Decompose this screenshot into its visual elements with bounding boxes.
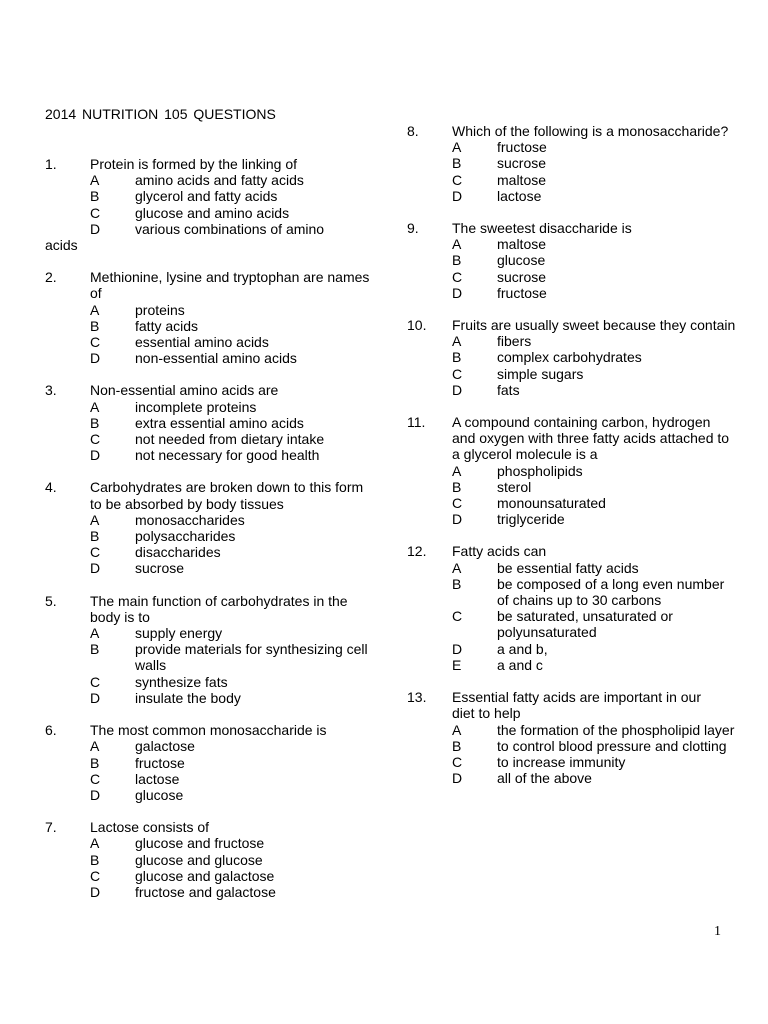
answer-letter: A xyxy=(90,172,100,189)
question xyxy=(407,317,737,398)
answer-letter: C xyxy=(90,673,101,690)
question xyxy=(45,382,375,463)
answer-letter: B xyxy=(90,528,100,545)
answer-text: extra essential amino acids xyxy=(135,414,304,431)
answer-letter: A xyxy=(452,139,462,156)
answer-text: maltose xyxy=(497,171,547,188)
answer-text: be essential fatty acids xyxy=(497,559,639,576)
answer-text: complex carbohydrates xyxy=(497,349,642,366)
answer-option xyxy=(452,495,737,511)
answer-letter: C xyxy=(90,334,101,351)
answer-option xyxy=(452,349,737,365)
question-number: 7. xyxy=(45,819,57,836)
answer-letter: A xyxy=(90,398,100,415)
answer-text: glucose and fructose xyxy=(135,835,265,852)
answer-option xyxy=(90,447,375,463)
answer-option xyxy=(90,641,375,673)
answer-text: simple sugars xyxy=(497,365,584,382)
question xyxy=(407,414,737,527)
answer-text: synthesize fats xyxy=(135,673,228,690)
answer-option xyxy=(452,382,737,398)
answer-option xyxy=(452,560,737,576)
answer-text: incomplete proteins xyxy=(135,398,257,415)
answer-option xyxy=(90,868,375,884)
answer-text: fatty acids xyxy=(135,317,199,334)
answer-letter: B xyxy=(90,188,100,205)
answer-text: disaccharides xyxy=(135,544,221,561)
answer-letter: C xyxy=(90,431,101,448)
answer-option xyxy=(90,512,375,528)
answer-option xyxy=(90,399,375,415)
answer-letter: D xyxy=(90,689,101,706)
answer-text: be composed of a long even number of chains up to 30 carbons xyxy=(497,575,725,609)
answer-text: lactose xyxy=(135,770,180,787)
question-number: 2. xyxy=(45,269,57,286)
answer-letter: B xyxy=(452,575,462,592)
answer-letter: C xyxy=(90,770,101,787)
question-text-continued: diet to help xyxy=(452,705,521,722)
question-stem-continued xyxy=(452,705,737,721)
answer-option xyxy=(452,576,737,608)
answer-option xyxy=(452,333,737,349)
answer-text: maltose xyxy=(497,236,547,253)
answer-text: not needed from dietary intake xyxy=(135,431,325,448)
answer-text: glucose and galactose xyxy=(135,867,275,884)
answer-letter: D xyxy=(452,640,463,657)
answer-option xyxy=(452,770,737,786)
question xyxy=(45,156,375,253)
answer-option xyxy=(90,350,375,366)
answer-option xyxy=(452,188,737,204)
answer-option xyxy=(90,544,375,560)
answer-letter: B xyxy=(90,317,100,334)
question xyxy=(45,819,375,900)
answer-option xyxy=(90,674,375,690)
question-stem xyxy=(45,479,375,511)
answer-text: a and b, xyxy=(497,640,548,657)
answer-option xyxy=(90,755,375,771)
answer-letter: D xyxy=(452,187,463,204)
answer-letter: C xyxy=(452,268,463,285)
answer-option xyxy=(452,511,737,527)
answer-text: sterol xyxy=(497,478,532,495)
answer-text: glucose and amino acids xyxy=(135,204,290,221)
answer-option xyxy=(90,205,375,221)
answer-option xyxy=(90,884,375,900)
question-number: 6. xyxy=(45,722,57,739)
answer-letter: A xyxy=(90,835,100,852)
answer-option xyxy=(452,269,737,285)
question-number: 5. xyxy=(45,592,57,609)
answer-text: lactose xyxy=(497,187,542,204)
question-column-right xyxy=(407,123,737,802)
question-text: Methionine, lysine and tryptophan are names of xyxy=(90,269,370,302)
answer-text: monounsaturated xyxy=(497,495,606,512)
answer-text: insulate the body xyxy=(135,689,241,706)
answer-letter: B xyxy=(90,641,100,658)
answer-text: monosaccharides xyxy=(135,511,245,528)
answer-text: fructose xyxy=(497,139,547,156)
answer-letter: A xyxy=(452,721,462,738)
answer-option xyxy=(90,852,375,868)
answer-text: sucrose xyxy=(497,155,547,172)
answer-letter: C xyxy=(90,204,101,221)
question xyxy=(407,123,737,204)
answer-text: glycerol and fatty acids xyxy=(135,188,278,205)
answer-letter: B xyxy=(452,252,462,269)
question-number: 13. xyxy=(407,689,427,706)
answer-text: not necessary for good health xyxy=(135,447,320,464)
question-stem xyxy=(45,819,375,835)
answer-text: be saturated, unsaturated or polyunsaturated xyxy=(497,608,673,641)
answer-option xyxy=(452,754,737,770)
answer-option xyxy=(90,787,375,803)
question-number: 3. xyxy=(45,382,57,399)
answer-option xyxy=(90,334,375,350)
answer-text: fructose and galactose xyxy=(135,883,276,900)
answer-option xyxy=(452,641,737,657)
answer-option xyxy=(90,560,375,576)
answer-text: non-essential amino acids xyxy=(135,350,297,367)
question-number: 1. xyxy=(45,156,57,172)
answer-option xyxy=(452,285,737,301)
answer-option xyxy=(452,236,737,252)
question-text: Essential fatty acids are important in our xyxy=(452,689,702,706)
answer-letter: C xyxy=(90,867,101,884)
answer-letter: A xyxy=(452,333,462,350)
question-stem xyxy=(45,269,375,301)
answer-option xyxy=(452,657,737,673)
answer-letter: A xyxy=(90,301,100,318)
answer-letter: C xyxy=(452,365,463,382)
answer-text: sucrose xyxy=(497,268,547,285)
answer-option xyxy=(90,431,375,447)
question xyxy=(45,593,375,706)
question-text: Fatty acids can xyxy=(452,543,547,560)
answer-text: amino acids and fatty acids xyxy=(135,172,304,189)
answer-text: to increase immunity xyxy=(497,753,626,770)
question xyxy=(407,543,737,673)
answer-text: galactose xyxy=(135,738,195,755)
question-number: 9. xyxy=(407,220,419,237)
question xyxy=(407,220,737,301)
answer-option xyxy=(452,172,737,188)
answer-text: proteins xyxy=(135,301,185,318)
answer-letter: D xyxy=(90,786,101,803)
answer-text: fibers xyxy=(497,333,532,350)
answer-letter: D xyxy=(90,560,101,577)
question-column-left xyxy=(45,156,375,916)
answer-option xyxy=(90,415,375,431)
answer-text: essential amino acids xyxy=(135,334,269,351)
answer-letter: C xyxy=(90,544,101,561)
answer-text: provide materials for synthesizing cell walls xyxy=(135,641,368,674)
answer-letter: B xyxy=(452,737,462,754)
answer-letter: A xyxy=(90,511,100,528)
answer-option xyxy=(90,221,375,237)
answer-text: to control blood pressure and clotting xyxy=(497,737,727,754)
question-stem xyxy=(407,317,737,333)
answer-letter: D xyxy=(452,381,463,398)
question-stem xyxy=(407,689,737,705)
answer-text: phospholipids xyxy=(497,462,583,479)
answer-text: fats xyxy=(497,381,520,398)
answer-letter: A xyxy=(90,625,100,642)
question xyxy=(45,722,375,803)
answer-option xyxy=(90,318,375,334)
answer-option xyxy=(90,738,375,754)
answer-letter: C xyxy=(452,753,463,770)
answer-text: sucrose xyxy=(135,560,185,577)
answer-option xyxy=(452,252,737,268)
question-number: 11. xyxy=(407,414,426,431)
question-text: Which of the following is a monosaccharide? xyxy=(452,123,729,139)
answer-option xyxy=(90,771,375,787)
answer-letter: B xyxy=(452,478,462,495)
answer-text: supply energy xyxy=(135,625,223,642)
question-text: The most common monosaccharide is xyxy=(90,722,327,739)
question-text: Non-essential amino acids are xyxy=(90,382,279,399)
answer-option xyxy=(90,172,375,188)
question-number: 12. xyxy=(407,543,427,560)
answer-text: fructose xyxy=(497,284,547,301)
question-stem xyxy=(45,156,375,172)
answer-text: all of the above xyxy=(497,770,592,787)
answer-option xyxy=(452,722,737,738)
question-number: 4. xyxy=(45,479,57,496)
answer-option xyxy=(452,366,737,382)
answer-option xyxy=(452,463,737,479)
answer-letter: B xyxy=(90,414,100,431)
answer-text: glucose xyxy=(497,252,546,269)
answer-letter: B xyxy=(90,851,100,868)
answer-text-continued: acids xyxy=(45,237,78,254)
answer-text: triglyceride xyxy=(497,511,565,528)
answer-text: glucose xyxy=(135,786,184,803)
answer-text: various combinations of amino xyxy=(135,220,325,237)
question-stem xyxy=(407,220,737,236)
answer-letter: B xyxy=(452,155,462,172)
question-text: Protein is formed by the linking of xyxy=(90,156,297,172)
answer-letter: C xyxy=(452,608,463,625)
answer-option xyxy=(90,835,375,851)
question-text: Carbohydrates are broken down to this form to be absorbed by body tissues xyxy=(90,479,364,512)
page-number: 1 xyxy=(714,924,721,939)
answer-option xyxy=(452,139,737,155)
question-stem xyxy=(45,593,375,625)
answer-letter: C xyxy=(452,495,463,512)
answer-letter: D xyxy=(90,220,101,237)
question-number: 8. xyxy=(407,123,419,139)
answer-letter: D xyxy=(452,770,463,787)
answer-letter: C xyxy=(452,171,463,188)
answer-option xyxy=(90,302,375,318)
question-text: Fruits are usually sweet because they contain xyxy=(452,317,736,334)
answer-option xyxy=(452,738,737,754)
question-stem xyxy=(45,722,375,738)
answer-text: the formation of the phospholipid layer xyxy=(497,721,735,738)
question-text: The main function of carbohydrates in the body is to xyxy=(90,592,348,625)
answer-letter: B xyxy=(90,754,100,771)
answer-letter: A xyxy=(452,462,462,479)
answer-letter: D xyxy=(90,883,101,900)
question-text: The sweetest disaccharide is xyxy=(452,220,632,237)
answer-option xyxy=(90,528,375,544)
answer-option xyxy=(452,608,737,640)
answer-letter: D xyxy=(452,511,463,528)
answer-letter: A xyxy=(452,559,462,576)
answer-letter: E xyxy=(452,656,462,673)
question-stem xyxy=(45,382,375,398)
answer-text: a and c xyxy=(497,656,543,673)
page-title: 2014 NUTRITION 105 QUESTIONS xyxy=(45,106,276,122)
question xyxy=(45,269,375,366)
answer-letter: D xyxy=(452,284,463,301)
question-number: 10. xyxy=(407,317,427,334)
answer-text: fructose xyxy=(135,754,185,771)
answer-letter: D xyxy=(90,350,101,367)
answer-letter: A xyxy=(90,738,100,755)
answer-text: polysaccharides xyxy=(135,528,236,545)
answer-letter: B xyxy=(452,349,462,366)
question-text: A compound containing carbon, hydrogen and oxygen with three fatty acids attached to a glycerol molecule is a xyxy=(452,414,730,463)
question-stem xyxy=(407,123,737,139)
answer-letter: D xyxy=(90,447,101,464)
answer-option xyxy=(90,188,375,204)
answer-letter: A xyxy=(452,236,462,253)
answer-option xyxy=(90,625,375,641)
answer-option xyxy=(452,155,737,171)
answer-text: glucose and glucose xyxy=(135,851,263,868)
question-stem xyxy=(407,414,737,463)
answer-option xyxy=(452,479,737,495)
question-text: Lactose consists of xyxy=(90,819,210,836)
question-stem xyxy=(407,543,737,559)
answer-option xyxy=(90,690,375,706)
question xyxy=(407,689,737,786)
question xyxy=(45,479,375,576)
